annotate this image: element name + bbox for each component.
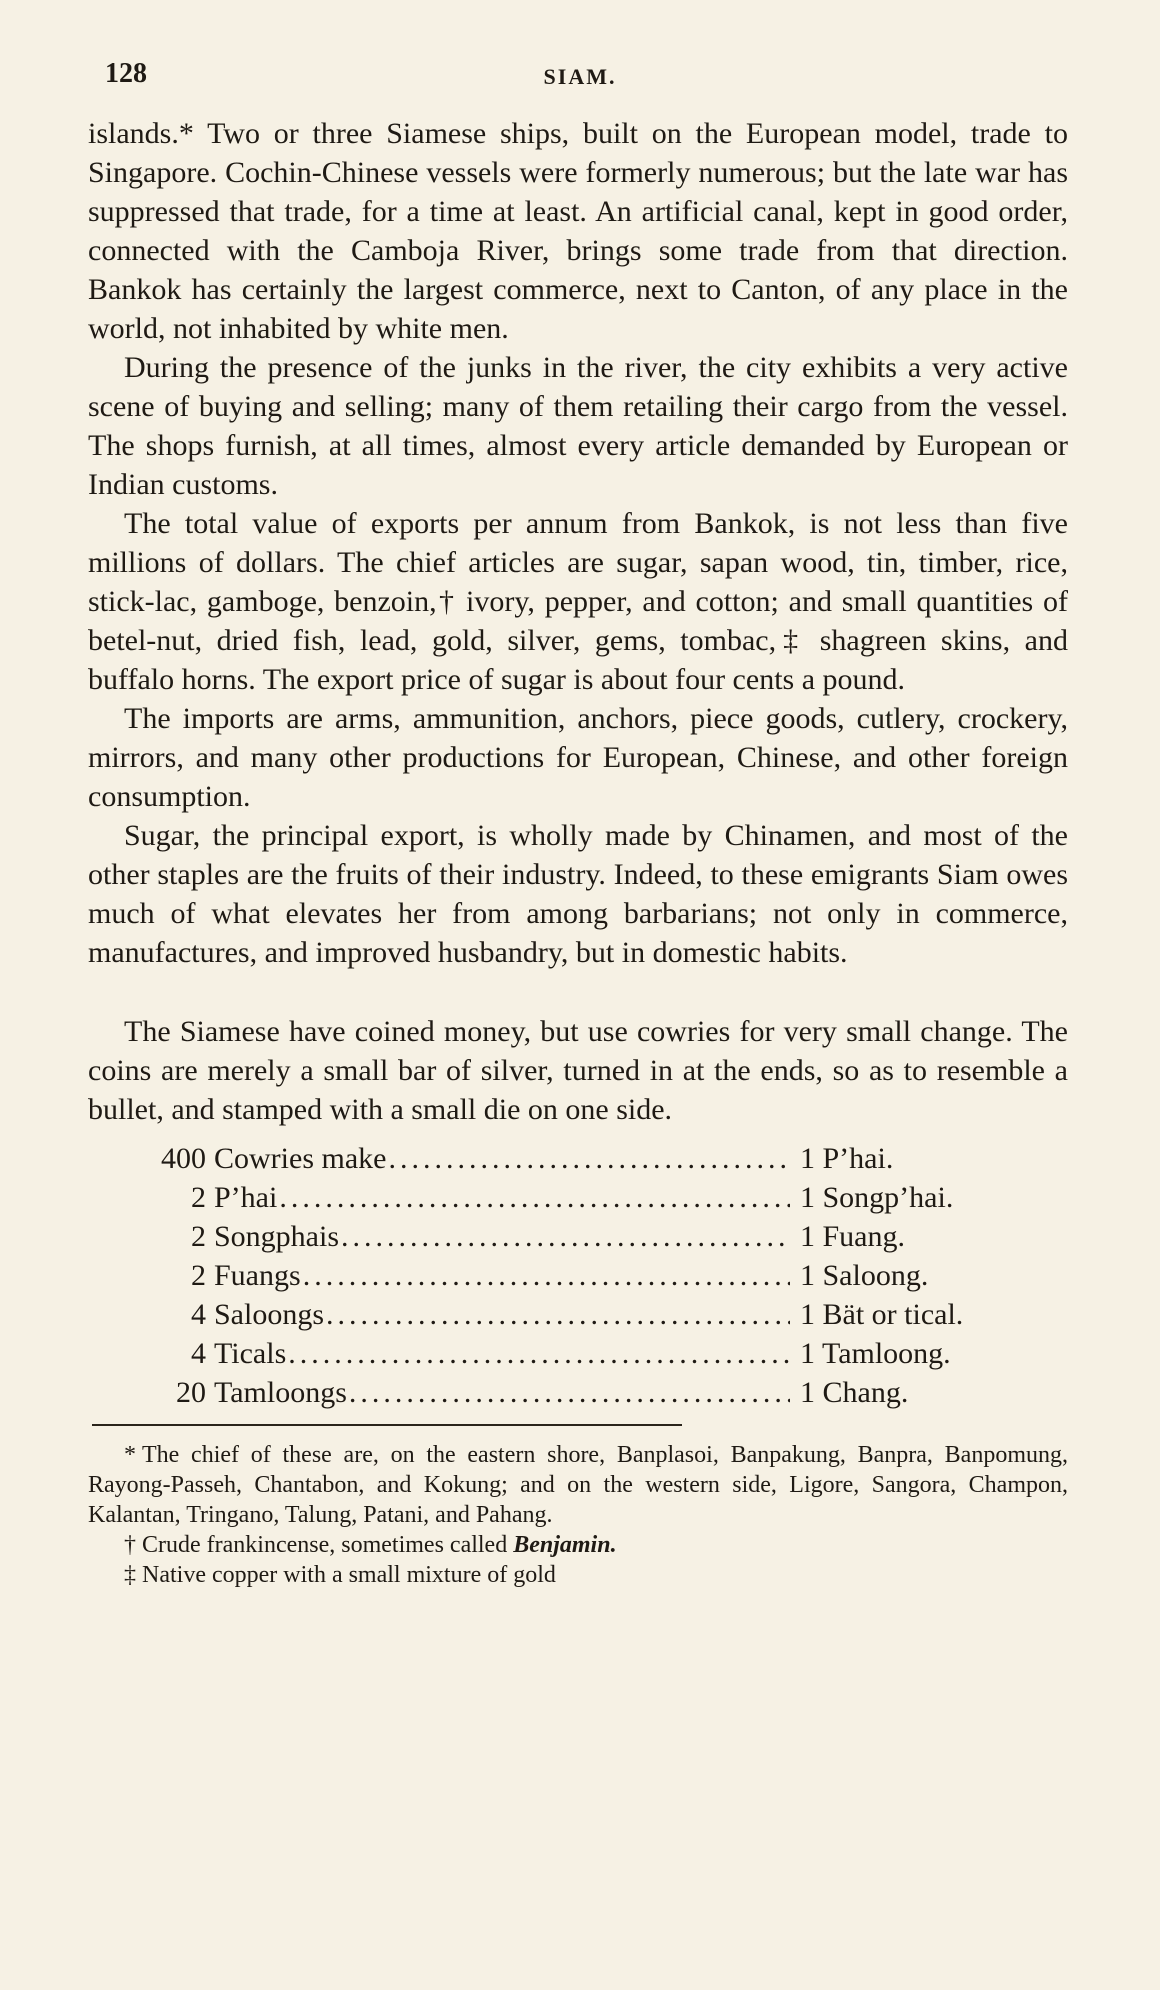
coin-row <box>150 1295 1030 1334</box>
footnote-divider <box>92 1424 682 1426</box>
coin-row <box>150 1178 1030 1217</box>
paragraph-4: The imports are arms, ammunition, anchors, piece goods, cutlery, crockery, mirrors, and many other productions for European, Chinese, and other foreign consumption. <box>88 702 1068 813</box>
footnote-text: Crude frankincense, sometimes called <box>142 1532 508 1558</box>
footnote-mark: † <box>124 1532 136 1558</box>
footnote-mark: * <box>124 1442 136 1468</box>
paragraph-3: The total value of exports per annum from Bankok, is not less than five millions of dollars. The chief articles are sugar, sapan wood, tin, timber, rice, stick-lac, gamboge, benzoin,† ivory, pepper, and cotton; and small quantities of betel-nut, dried fish, lead, gold, silver, gems, tombac,‡ shagreen skins, and buffalo horns. The export price of sugar is about four cents a pound. <box>88 507 1068 696</box>
leader-dots <box>386 1139 790 1178</box>
paragraph-2: During the presence of the junks in the river, the city exhibits a very active scene of buying and selling; many of them retailing their cargo from the vessel. The shops furnish, at all times, almost every article demanded by European or Indian customs. <box>88 351 1068 501</box>
coin-row <box>150 1334 1030 1373</box>
coin-qty: 2 <box>191 1259 206 1292</box>
paragraph-6: The Siamese have coined money, but use cowries for very small change. The coins are merely a small bar of silver, turned in at the ends, so as to resemble a bullet, and stamped with a small die on one side. <box>88 1015 1068 1126</box>
coin-table <box>150 1139 1030 1412</box>
coin-unit: Cowries make <box>214 1142 387 1175</box>
paragraph-5: Sugar, the principal export, is wholly made by Chinamen, and most of the other staples are the fruits of their industry. Indeed, to these emigrants Siam owes much of what elevates her from among barbarians; not only in commerce, manufactures, and improved husbandry, but in domestic habits. <box>88 819 1068 969</box>
coin-unit: Tamloongs <box>214 1376 347 1409</box>
footnote-text: Native copper with a small mixture of gold <box>142 1562 556 1588</box>
coin-unit: Saloongs <box>214 1298 325 1331</box>
leader-dots <box>339 1217 790 1256</box>
coin-qty: 4 <box>191 1337 206 1370</box>
coin-unit: Fuangs <box>214 1259 301 1292</box>
footnote-text: The chief of these are, on the eastern shore, Banplasoi, Banpakung, Banpra, Banpomung, Rayong-Passeh, Chantabon, and Kokung; and on the western side, Ligore, Sangora, Champon, Kalantan, Tringano, Talung, Patani, and Pahang. <box>88 1442 1068 1528</box>
coin-unit: P’hai <box>214 1181 278 1214</box>
footnote-2 <box>88 1530 1068 1560</box>
footnote-3 <box>88 1560 1068 1590</box>
paragraph-1: islands.* Two or three Siamese ships, built on the European model, trade to Singapore. Cochin-Chinese vessels were formerly numerous; but the late war has suppressed that trade, for a time at least. An artificial canal, kept in good order, connected with the Camboja River, brings some trade from that direction. Bankok has certainly the largest commerce, next to Canton, of any place in the world, not inhabited by white men. <box>88 117 1068 345</box>
coin-qty: 20 <box>176 1376 206 1409</box>
coin-unit: Ticals <box>214 1337 287 1370</box>
coin-qty: 2 <box>191 1181 206 1214</box>
page-number: 128 <box>105 58 147 89</box>
coin-row <box>150 1139 1030 1178</box>
body-text <box>88 114 1068 1590</box>
leader-dots <box>324 1295 790 1334</box>
coin-unit: Songphais <box>214 1220 340 1253</box>
leader-dots <box>286 1334 790 1373</box>
footnote-1 <box>88 1440 1068 1530</box>
coin-qty: 400 <box>161 1142 206 1175</box>
coin-equals: 1 Songp’hai. <box>800 1181 954 1214</box>
coin-equals: 1 Saloong. <box>800 1259 929 1292</box>
leader-dots <box>347 1373 790 1412</box>
leader-dots <box>277 1178 790 1217</box>
footnotes <box>88 1440 1068 1590</box>
coin-equals: 1 Bät or tical. <box>800 1298 964 1331</box>
coin-row <box>150 1256 1030 1295</box>
coin-row <box>150 1217 1030 1256</box>
coin-qty: 4 <box>191 1298 206 1331</box>
coin-row <box>150 1373 1030 1412</box>
coin-equals: 1 Chang. <box>800 1376 909 1409</box>
coin-equals: 1 Fuang. <box>800 1220 905 1253</box>
page-header <box>105 58 1055 98</box>
footnote-emphasis: Benjamin. <box>513 1532 617 1558</box>
footnote-mark: ‡ <box>124 1562 136 1588</box>
coin-qty: 2 <box>191 1220 206 1253</box>
leader-dots <box>301 1256 790 1295</box>
running-head: SIAM. <box>543 64 617 89</box>
coin-equals: 1 Tamloong. <box>800 1337 951 1370</box>
coin-equals: 1 P’hai. <box>800 1142 894 1175</box>
